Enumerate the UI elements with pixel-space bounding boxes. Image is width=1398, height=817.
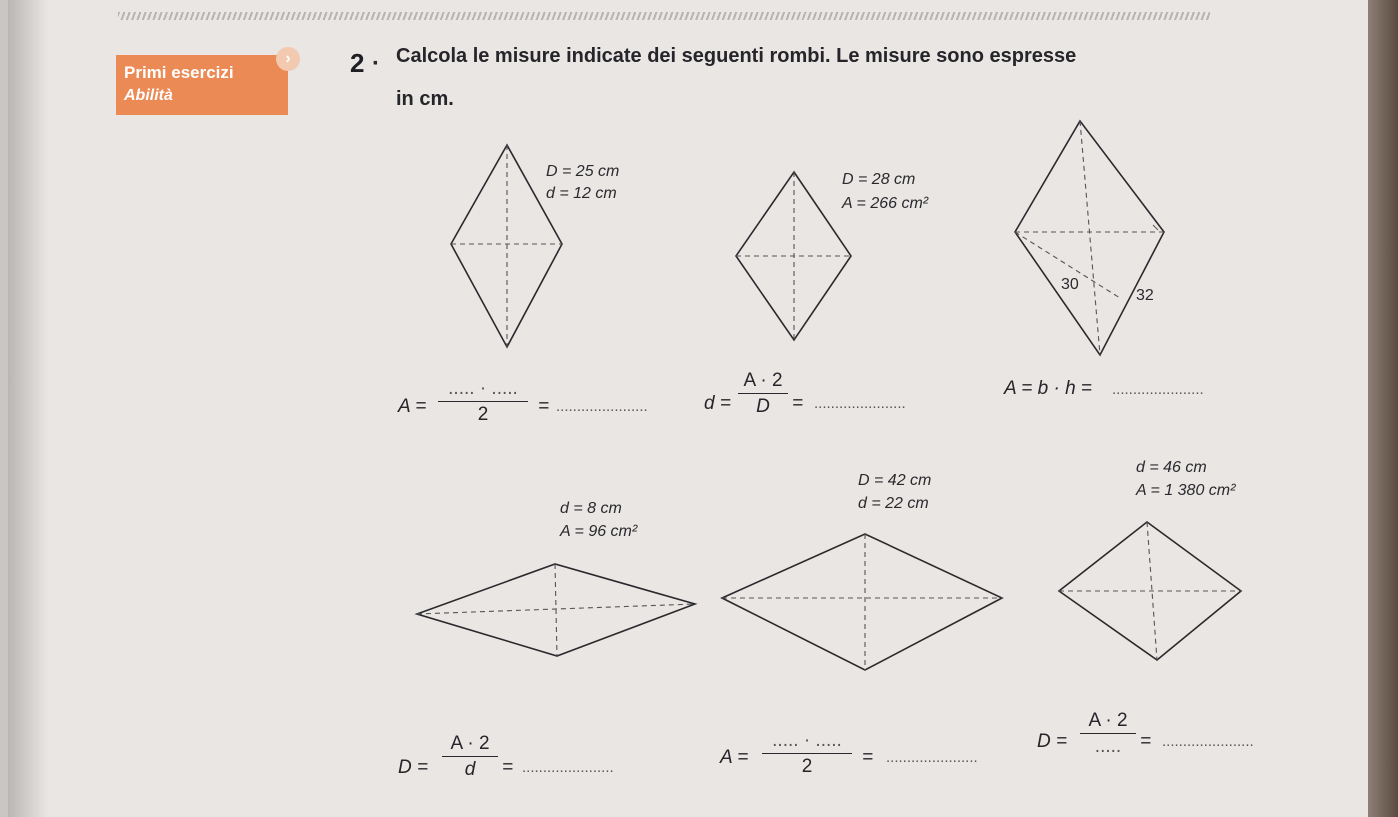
formula-2-lhs: d = bbox=[704, 393, 731, 414]
formula-2-answer-blank[interactable]: ...................... bbox=[814, 395, 906, 412]
formula-6-denominator: ..... bbox=[1094, 736, 1122, 757]
formula-1-lhs: A = bbox=[398, 396, 427, 417]
rhombus-3-right-angle-mark bbox=[1153, 225, 1158, 230]
badge-title: Primi esercizi bbox=[124, 63, 234, 82]
rhombus-3-side-label: 30 bbox=[1061, 276, 1079, 293]
formula-6-lhs: D = bbox=[1037, 731, 1068, 752]
exercise-instruction: Calcola le misure indicate dei seguenti rombi. Le misure sono espresse bbox=[396, 45, 1077, 67]
formula-1-equals: = bbox=[538, 396, 550, 417]
rhombus-3-height-label: 32 bbox=[1136, 287, 1154, 304]
rhombus-4-diagonal-d bbox=[555, 564, 557, 656]
formula-6-answer-blank[interactable]: ...................... bbox=[1162, 733, 1254, 750]
formula-6-fraction bbox=[1080, 710, 1136, 758]
formula-6-numerator: A · 2 bbox=[1088, 710, 1128, 731]
fraction-bar bbox=[438, 401, 528, 402]
rhombus-5 bbox=[722, 534, 1002, 670]
fraction-bar bbox=[762, 753, 852, 754]
formula-5-numerator: ..... · ..... bbox=[772, 730, 842, 751]
fraction-bar bbox=[442, 756, 498, 757]
badge-subtitle: Abilità bbox=[124, 87, 173, 104]
formula-4-answer-blank[interactable]: ...................... bbox=[522, 759, 614, 776]
rhombus-6-minor-diagonal: d = 46 cm bbox=[1136, 459, 1207, 476]
rhombus-6-area: A = 1 380 cm² bbox=[1136, 482, 1236, 499]
rhombus-4-minor-diagonal: d = 8 cm bbox=[560, 500, 622, 517]
rhombus-1-major-diagonal: D = 25 cm bbox=[546, 163, 620, 180]
formula-3-lhs: A = b · h = bbox=[1004, 378, 1093, 399]
formula-4-fraction bbox=[442, 733, 498, 781]
formula-2-denominator: D bbox=[756, 396, 770, 417]
rhombus-2-major-diagonal: D = 28 cm bbox=[842, 171, 916, 188]
formula-4-numerator: A · 2 bbox=[450, 733, 490, 754]
formula-2-fraction bbox=[738, 370, 788, 418]
formula-1-fraction bbox=[438, 378, 528, 426]
formula-2-numerator: A · 2 bbox=[743, 370, 783, 391]
exercise-bullet: · bbox=[372, 50, 380, 77]
fraction-bar bbox=[738, 393, 788, 394]
formula-1-answer-blank[interactable]: ...................... bbox=[556, 398, 648, 415]
formula-4-denominator: d bbox=[464, 759, 476, 780]
formula-4-lhs: D = bbox=[398, 757, 429, 778]
chevron-right-icon: › bbox=[276, 47, 300, 71]
formula-5-fraction bbox=[762, 730, 852, 778]
formula-6-equals: = bbox=[1140, 731, 1152, 752]
exercise-instruction-cont: in cm. bbox=[396, 88, 454, 110]
formula-5-answer-blank[interactable]: ...................... bbox=[886, 749, 978, 766]
formula-3-answer-blank[interactable]: ...................... bbox=[1112, 381, 1204, 398]
rhombus-4-area: A = 96 cm² bbox=[560, 523, 638, 540]
formula-2-equals: = bbox=[792, 393, 804, 414]
formula-5-equals: = bbox=[862, 747, 874, 768]
exercise-number: 2 bbox=[350, 48, 365, 78]
formula-1-denominator: 2 bbox=[477, 404, 489, 425]
fraction-bar bbox=[1080, 733, 1136, 734]
rhombus-1-minor-diagonal: d = 12 cm bbox=[546, 185, 617, 202]
formula-4-equals: = bbox=[502, 757, 514, 778]
rhombus-5-minor-diagonal: d = 22 cm bbox=[858, 495, 929, 512]
formula-1-numerator: ..... · ..... bbox=[448, 378, 518, 399]
rhombus-2-area: A = 266 cm² bbox=[842, 195, 929, 212]
formula-5-denominator: 2 bbox=[801, 756, 813, 777]
rhombus-5-major-diagonal: D = 42 cm bbox=[858, 472, 932, 489]
rhombus-3-diagonal-D bbox=[1080, 121, 1100, 355]
formula-5-lhs: A = bbox=[720, 747, 749, 768]
